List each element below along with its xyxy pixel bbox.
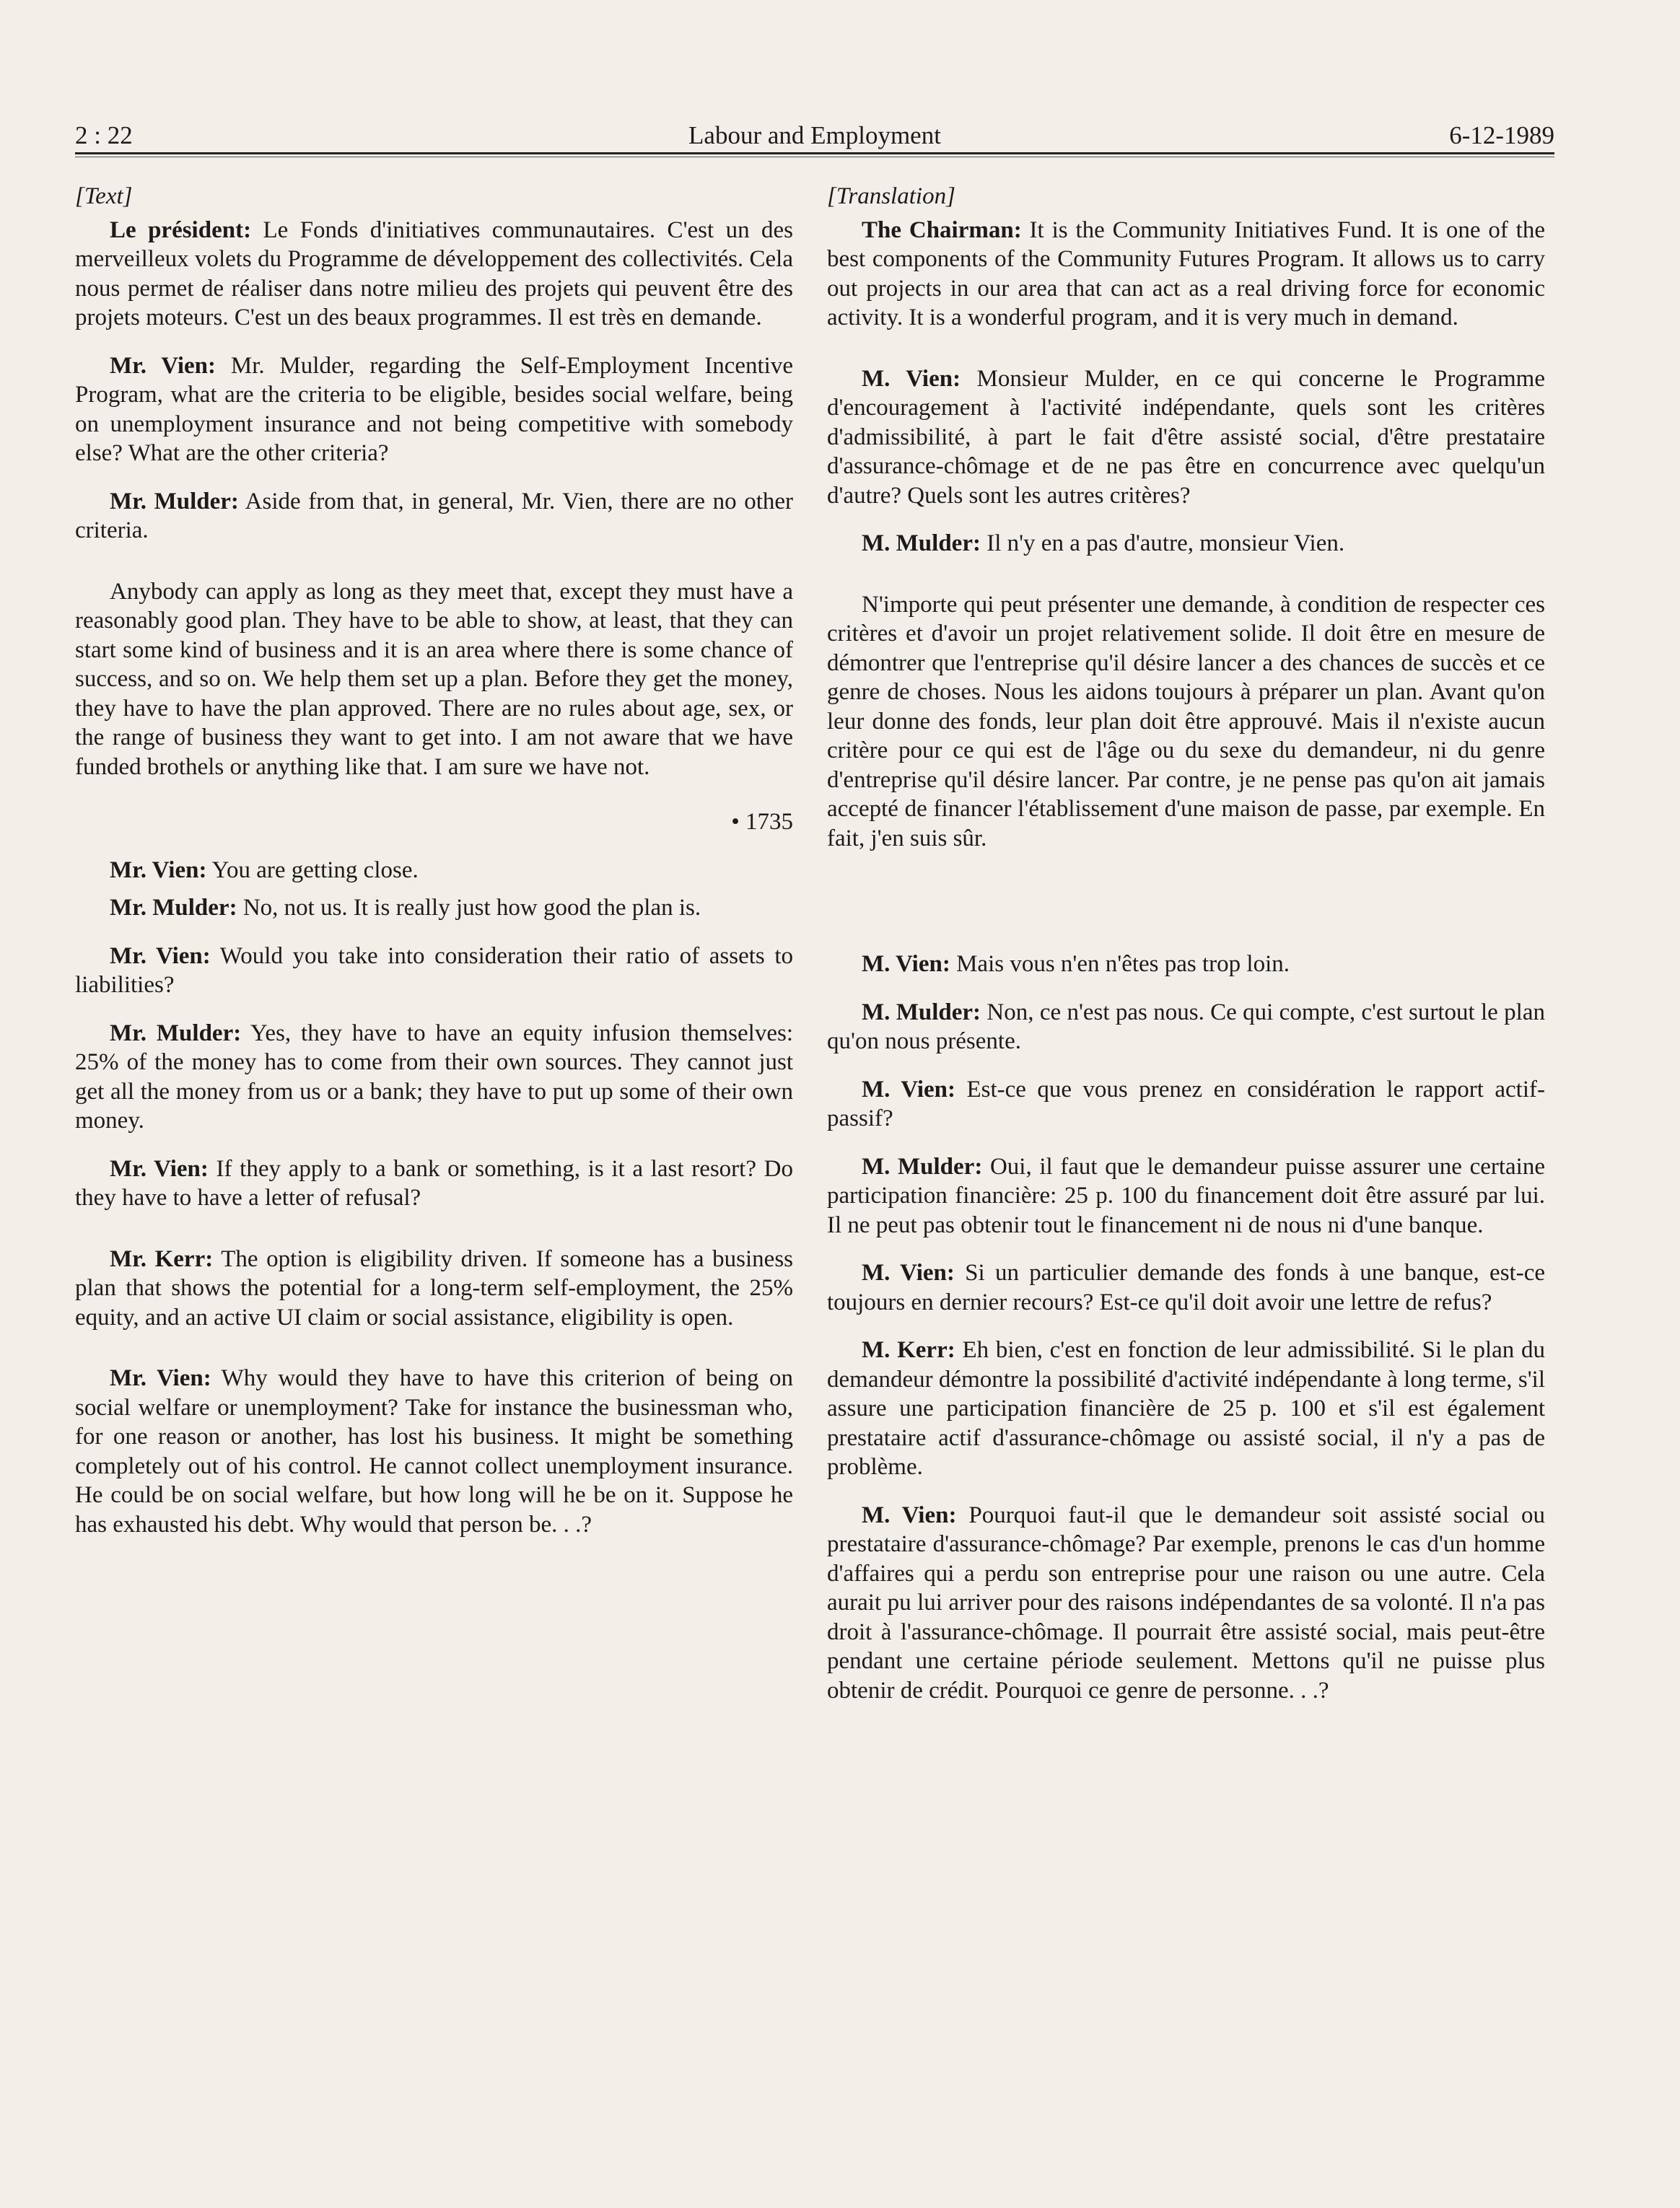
speaker-label: M. Mulder: <box>862 999 981 1025</box>
speaker-label: The Chairman: <box>862 216 1022 243</box>
header-rule <box>75 152 1554 154</box>
transcript-paragraph <box>827 364 1545 511</box>
transcript-paragraph <box>75 577 793 782</box>
transcript-paragraph <box>827 950 1545 979</box>
speaker-label: M. Vien: <box>862 951 950 977</box>
speech-text: You are getting close. <box>206 857 419 883</box>
speech-text: No, not us. It is really just how good the plan is. <box>237 895 701 921</box>
speech-text: Why would they have to have this criterion of being on social welfare or unemployment? Take for instance the businessman who, for one reason or another, has lost his business. It might be something completely out of his control. He cannot collect unemployment insurance. He could be on social welfare, but how long will he be on it. Suppose he has exhausted his debt. Why would that person be. . .? <box>75 1365 793 1538</box>
speech-text: Oui, il faut que le demandeur puisse assurer une certaine participation financière: 25 p. 100 du financement doit être assuré par lui. Il ne peut pas obtenir tout le financement ni de nous ni d'une banque. <box>827 1153 1545 1238</box>
transcript-paragraph <box>75 856 793 885</box>
transcript-paragraph <box>75 942 793 1000</box>
speaker-label: M. Mulder: <box>862 530 981 556</box>
speech-text: It is the Community Initiatives Fund. It is one of the best components of the Community Futures Program. It allows us to carry out projects in our area that can act as a real driving force for economic activity. It is a wonderful program, and it is very much in demand. <box>827 216 1546 330</box>
speech-text: Eh bien, c'est en fonction de leur admissibilité. Si le plan du demandeur démontre la possibilité d'activité indépendante à long terme, s'il assure une participation financière de 25 p. 100 et s'il est également prestataire actif d'assurance-chômage ou assisté social, il n'y a pas de problème. <box>827 1337 1545 1480</box>
speech-text: Anybody can apply as long as they meet that, except they must have a reasonably good plan. They have to be able to show, at least, that they can start some kind of business and it is an area where there is some chance of success, and so on. We help them set up a plan. Before they get the money, they have to have the plan approved. There are no rules about age, sex, or the range of business they want to get into. I am not aware that we have funded brothels or anything like that. I am sure we have not. <box>75 578 793 780</box>
speech-text: The option is eligibility driven. If someone has a business plan that shows the potential for a long-term self-employment, the 25% equity, and an active UI claim or social assistance, eligibility is open. <box>75 1245 793 1331</box>
speaker-label: Mr. Vien: <box>110 352 216 379</box>
transcript-paragraph <box>75 893 793 923</box>
transcript-paragraph <box>75 351 793 468</box>
speaker-label: Mr. Mulder: <box>110 488 239 514</box>
page-header <box>75 121 1554 162</box>
speaker-label: M. Kerr: <box>862 1337 955 1363</box>
column-tag: [Translation] <box>827 183 955 209</box>
transcript-paragraph <box>827 216 1545 333</box>
speech-text: Monsieur Mulder, en ce qui concerne le Programme d'encouragement à l'activité indépendante, quels sont les critères d'admissibilité, à part le fait d'être assisté social, d'être prestataire d'assurance-chômage et de ne pas être en concurrence avec quelqu'un d'autre? Quels sont les autres critères? <box>827 365 1545 509</box>
transcript-paragraph <box>75 487 793 546</box>
speaker-label: M. Vien: <box>862 365 961 392</box>
transcript-paragraph <box>827 529 1545 558</box>
speech-text: Mais vous n'en n'êtes pas trop loin. <box>950 951 1290 977</box>
page-number: 2 : 22 <box>75 121 133 149</box>
transcript-paragraph <box>827 1075 1545 1134</box>
transcript-paragraph <box>827 1501 1545 1706</box>
speaker-label: Mr. Kerr: <box>110 1245 214 1272</box>
speaker-label: Mr. Vien: <box>110 1155 209 1182</box>
speaker-label: Mr. Vien: <box>110 857 207 883</box>
speaker-label: Mr. Mulder: <box>110 1020 242 1046</box>
speaker-label: M. Vien: <box>862 1502 957 1528</box>
marker-spacer <box>827 872 1545 950</box>
transcript-paragraph <box>827 1152 1545 1240</box>
speech-text: Il n'y en a pas d'autre, monsieur Vien. <box>980 530 1345 556</box>
transcript-paragraph <box>827 998 1545 1056</box>
transcript-paragraph <box>75 1245 793 1333</box>
speaker-label: Mr. Vien: <box>110 1365 211 1391</box>
speech-text: Non, ce n'est pas nous. Ce qui compte, c'est surtout le plan qu'on nous présente. <box>827 999 1545 1054</box>
speech-text: Aside from that, in general, Mr. Vien, there are no other criteria. <box>75 488 793 543</box>
speaker-label: Mr. Vien: <box>110 942 211 969</box>
french-column <box>827 182 1545 1724</box>
speaker-label: M. Vien: <box>862 1076 956 1103</box>
speech-text: If they apply to a bank or something, is it a last resort? Do they have to have a letter of refusal? <box>75 1155 793 1211</box>
speech-text: Mr. Mulder, regarding the Self-Employment Incentive Program, what are the criteria to be eligible, besides social welfare, being on unemployment insurance and not being competitive with somebody else? What are the other criteria? <box>75 352 793 466</box>
speech-text: Yes, they have to have an equity infusion themselves: 25% of the money has to come from their own sources. They cannot just get all the money from us or a bank; they have to put up some of their own money. <box>75 1020 793 1134</box>
speaker-label: M. Vien: <box>862 1260 955 1286</box>
column-tag: [Text] <box>75 183 133 209</box>
speech-text: Would you take into consideration their ratio of assets to liabilities? <box>75 942 793 998</box>
speaker-label: Mr. Mulder: <box>110 895 237 921</box>
transcript-paragraph <box>827 1336 1545 1482</box>
transcript-paragraph <box>75 1155 793 1213</box>
running-title: Labour and Employment <box>688 121 941 149</box>
speaker-label: Le président: <box>110 216 252 243</box>
transcript-paragraph <box>75 1364 793 1539</box>
transcript-paragraph <box>827 1258 1545 1317</box>
header-date: 6-12-1989 <box>1449 121 1554 149</box>
speech-text: N'importe qui peut présenter une demande, à condition de respecter ces critères et d'avoir un projet relativement solide. Il doit être en mesure de démontrer que l'entreprise qu'il désire lancer a des chances de succès et ce genre de choses. Nous les aidons toujours à préparer un plan. Avant qu'on leur donne des fonds, leur plan doit être approuvé. Mais il n'existe aucun critère pour ce qui est de l'âge ou du sexe du demandeur, ni du genre d'entreprise qu'il désire lancer. Par contre, je ne pense pas qu'on ait jamais accepté de financer l'établissement d'une maison de passe, par exemple. En fait, j'en suis sûr. <box>827 591 1545 851</box>
speech-text: Le Fonds d'initiatives communautaires. C'est un des merveilleux volets du Programme de développement des collectivités. Cela nous permet de réaliser dans notre milieu des projets qui peuvent être des projets moteurs. C'est un des beaux programmes. Il est très en demande. <box>75 216 793 330</box>
english-column <box>75 182 793 1558</box>
speech-text: Si un particulier demande des fonds à une banque, est-ce toujours en dernier recours? Est-ce qu'il doit avoir une lettre de refus? <box>827 1260 1545 1315</box>
transcript-paragraph <box>75 1019 793 1136</box>
transcript-paragraph <box>827 590 1545 854</box>
speaker-label: M. Mulder: <box>862 1153 983 1180</box>
time-marker: • 1735 <box>731 809 793 835</box>
speech-text: Pourquoi faut-il que le demandeur soit assisté social ou prestataire d'assurance-chômage? Par exemple, prenons le cas d'un homme d'affaires qui a perdu son entreprise pour une raison ou une autre. Cela aurait pu lui arriver pour des raisons indépendantes de sa volonté. Il n'a pas droit à l'assurance-chômage. Il pourrait être assisté social, mais peut-être pendant une certaine période seulement. Mettons qu'il ne puisse plus obtenir de crédit. Pourquoi ce genre de personne. . .? <box>827 1502 1545 1704</box>
speech-text: Est-ce que vous prenez en considération le rapport actif-passif? <box>827 1076 1545 1131</box>
transcript-paragraph <box>75 216 793 333</box>
